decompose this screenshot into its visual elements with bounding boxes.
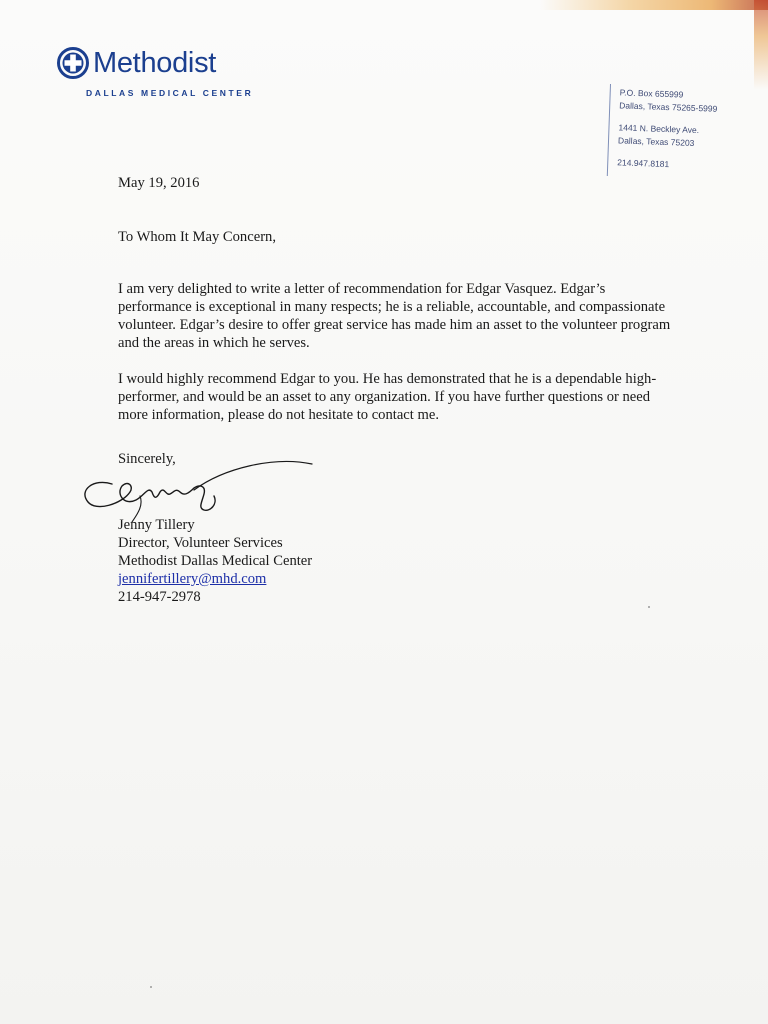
address-po-city: Dallas, Texas 75265-5999 [619, 100, 718, 114]
signature-area [118, 468, 678, 516]
address-phone: 214.947.8181 [617, 157, 670, 170]
letterhead-address-block [607, 84, 718, 180]
letter-closing: Sincerely, [118, 451, 176, 467]
letterhead-logo [56, 46, 253, 98]
signer-organization: Methodist Dallas Medical Center [118, 553, 313, 569]
address-street: 1441 N. Beckley Ave. [618, 122, 700, 136]
letter-paragraph-2: I would highly recommend Edgar to you. He has demonstrated that he is a dependable high-performer, and would be an asset to any organization. If you have further questions or need more information, please do not hesitate to contact me. [118, 371, 657, 423]
logo-wordmark: Methodist [93, 46, 217, 79]
signer-name: Jenny Tillery [118, 517, 195, 533]
signer-phone: 214-947-2978 [118, 589, 201, 605]
paper-speck [648, 606, 650, 608]
paper-edge-stain [540, 0, 768, 10]
letter-date: May 19, 2016 [118, 175, 200, 191]
address-street-city: Dallas, Texas 75203 [617, 135, 695, 148]
signer-block [118, 516, 678, 606]
signer-title: Director, Volunteer Services [118, 535, 283, 551]
cross-emblem-icon [56, 46, 90, 80]
letter-paragraph-1: I am very delighted to write a letter of recommendation for Edgar Vasquez. Edgar’s performance is exceptional in many respects; he is a reliable, accountable, and compassionate volunteer. Edgar’s desire to offer great service has made him an asset to the volunteer program and the areas in which he serves. [118, 281, 671, 351]
signer-email-link[interactable]: jennifertillery@mhd.com [118, 571, 267, 587]
letter-body [118, 174, 678, 606]
letter-salutation: To Whom It May Concern, [118, 229, 276, 245]
address-po-box: P.O. Box 655999 [619, 87, 684, 100]
handwritten-signature [74, 456, 314, 526]
paper-speck [150, 986, 152, 988]
paper-edge-stain-right [754, 0, 768, 90]
logo-subtitle: DALLAS MEDICAL CENTER [86, 88, 254, 98]
